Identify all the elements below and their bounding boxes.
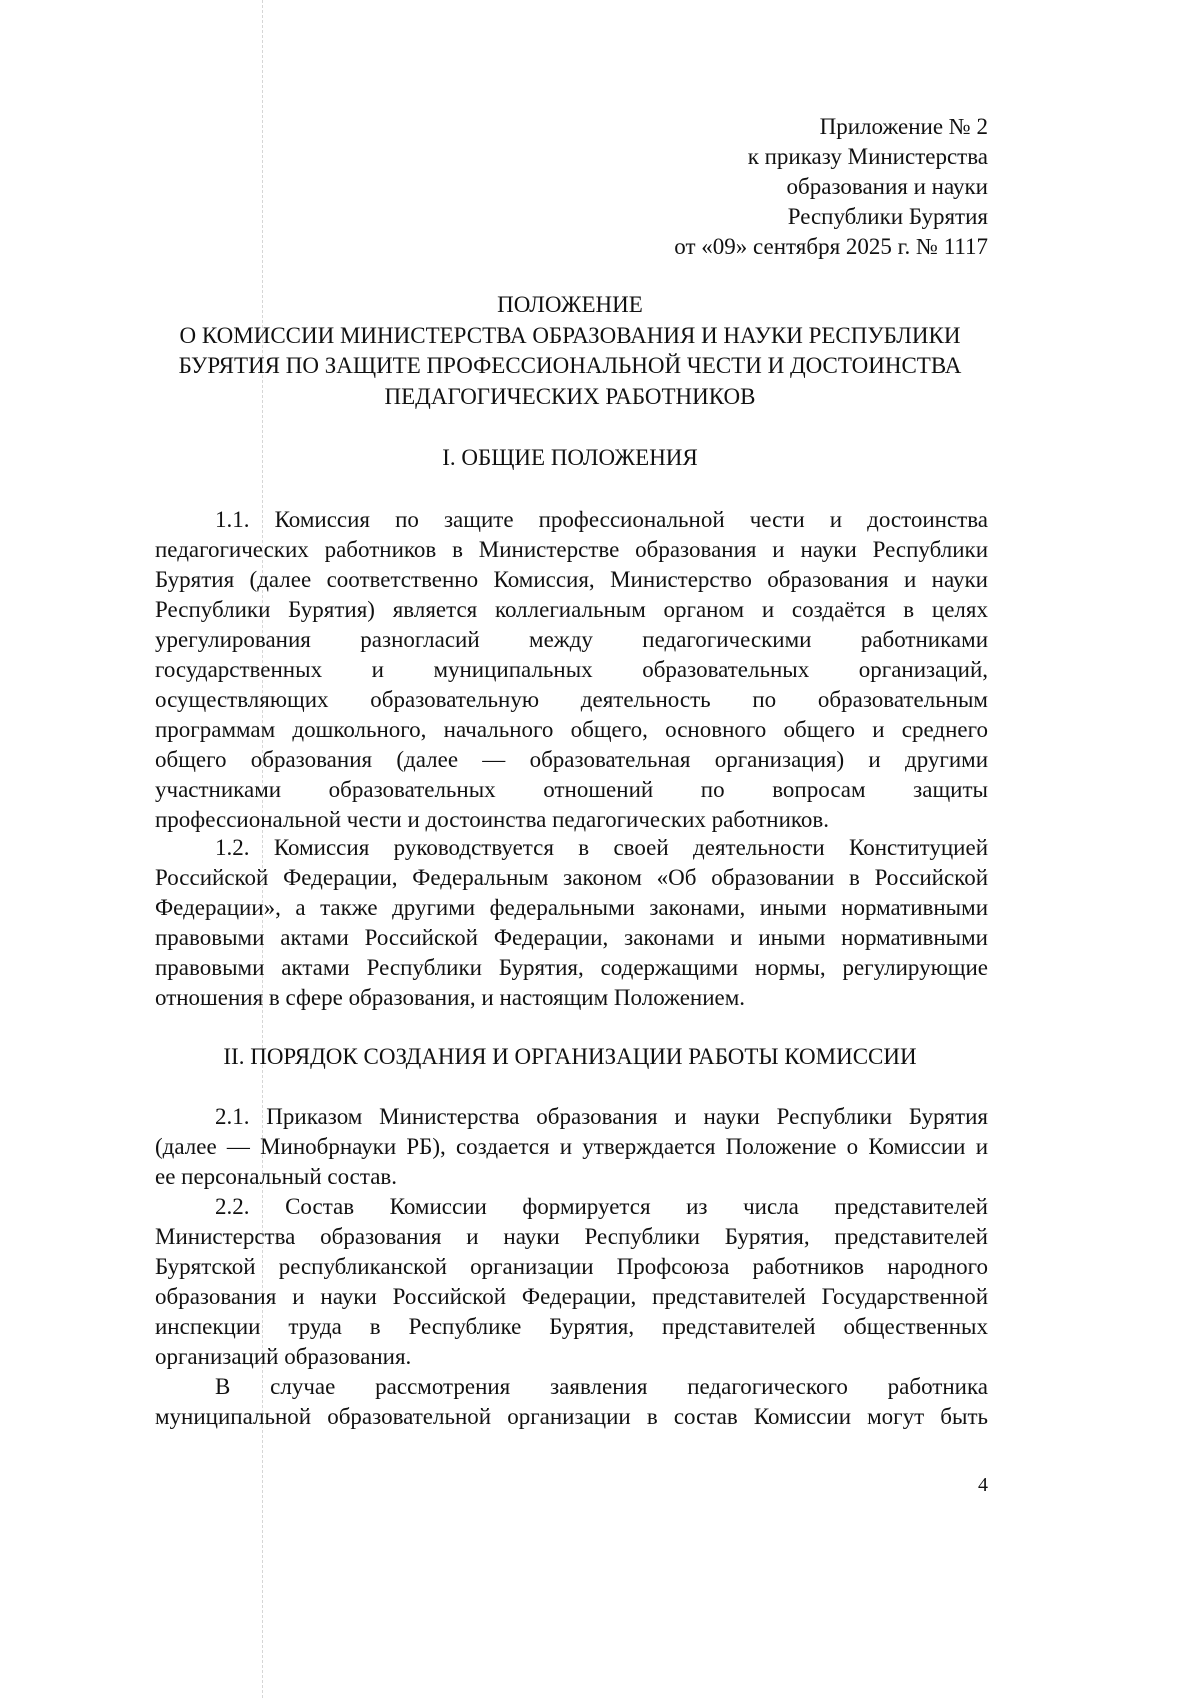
paragraph-line: Республики Бурятия) является коллегиальным органом и создаётся в целях bbox=[155, 597, 988, 622]
paragraph-line: 2.2. Состав Комиссии формируется из числа представителей bbox=[215, 1194, 988, 1219]
paragraph-line: инспекции труда в Республике Бурятия, представителей общественных bbox=[155, 1314, 988, 1339]
paragraph-line: государственных и муниципальных образовательных организаций, bbox=[155, 657, 988, 682]
section-heading-2: II. ПОРЯДОК СОЗДАНИЯ И ОРГАНИЗАЦИИ РАБОТЫ КОМИССИИ bbox=[223, 1044, 917, 1069]
paragraph-line: 1.1. Комиссия по защите профессиональной чести и достоинства bbox=[215, 507, 988, 532]
paragraph-line: осуществляющих образовательную деятельность по образовательным bbox=[155, 687, 988, 712]
header-line: Приложение № 2 bbox=[819, 114, 988, 139]
paragraph-line: Бурятия (далее соответственно Комиссия, Министерство образования и науки bbox=[155, 567, 988, 592]
paragraph-line: правовыми актами Российской Федерации, законами и иными нормативными bbox=[155, 925, 988, 950]
header-line: образования и науки bbox=[786, 174, 988, 199]
paragraph-line: общего образования (далее — образовательная организация) и другими bbox=[155, 747, 988, 772]
paragraph-line: правовыми актами Республики Бурятия, содержащими нормы, регулирующие bbox=[155, 955, 988, 980]
paragraph-line: Федерации», а также другими федеральными законами, иными нормативными bbox=[155, 895, 988, 920]
document-title: БУРЯТИЯ ПО ЗАЩИТЕ ПРОФЕССИОНАЛЬНОЙ ЧЕСТИ И ДОСТОИНСТВА bbox=[178, 353, 962, 378]
paragraph-line: образования и науки Российской Федерации, представителей Государственной bbox=[155, 1284, 988, 1309]
paragraph-line: муниципальной образовательной организации в состав Комиссии могут быть bbox=[155, 1404, 988, 1429]
document-title: ПЕДАГОГИЧЕСКИХ РАБОТНИКОВ bbox=[384, 384, 756, 409]
document-title: О КОМИССИИ МИНИСТЕРСТВА ОБРАЗОВАНИЯ И НАУКИ РЕСПУБЛИКИ bbox=[179, 323, 961, 348]
paragraph-line: организаций образования. bbox=[155, 1344, 412, 1369]
document-title: ПОЛОЖЕНИЕ bbox=[497, 292, 643, 317]
section-heading-1: I. ОБЩИЕ ПОЛОЖЕНИЯ bbox=[442, 445, 698, 470]
paragraph-line: Министерства образования и науки Республики Бурятия, представителей bbox=[155, 1224, 988, 1249]
header-line: к приказу Министерства bbox=[747, 144, 988, 169]
paragraph-line: Бурятской республиканской организации Профсоюза работников народного bbox=[155, 1254, 988, 1279]
paragraph-line: ее персональный состав. bbox=[155, 1164, 398, 1189]
paragraph-line: 1.2. Комиссия руководствуется в своей деятельности Конституцией bbox=[215, 835, 988, 860]
paragraph-line: В случае рассмотрения заявления педагогического работника bbox=[215, 1374, 988, 1399]
header-line: от «09» сентября 2025 г. № 1117 bbox=[674, 234, 988, 259]
paragraph-line: урегулирования разногласий между педагогическими работниками bbox=[155, 627, 988, 652]
paragraph-line: программам дошкольного, начального общего, основного общего и среднего bbox=[155, 717, 988, 742]
paragraph-line: участниками образовательных отношений по вопросам защиты bbox=[155, 777, 988, 802]
page-number: 4 bbox=[978, 1474, 988, 1496]
paragraph-line: (далее — Минобрнауки РБ), создается и утверждается Положение о Комиссии и bbox=[155, 1134, 988, 1159]
paragraph-line: Российской Федерации, Федеральным законом «Об образовании в Российской bbox=[155, 865, 988, 890]
paragraph-line: педагогических работников в Министерстве образования и науки Республики bbox=[155, 537, 988, 562]
paragraph-line: профессиональной чести и достоинства педагогических работников. bbox=[155, 807, 830, 832]
paragraph-line: 2.1. Приказом Министерства образования и науки Республики Бурятия bbox=[215, 1104, 988, 1129]
paragraph-line: отношения в сфере образования, и настоящим Положением. bbox=[155, 985, 746, 1010]
header-line: Республики Бурятия bbox=[787, 204, 988, 229]
